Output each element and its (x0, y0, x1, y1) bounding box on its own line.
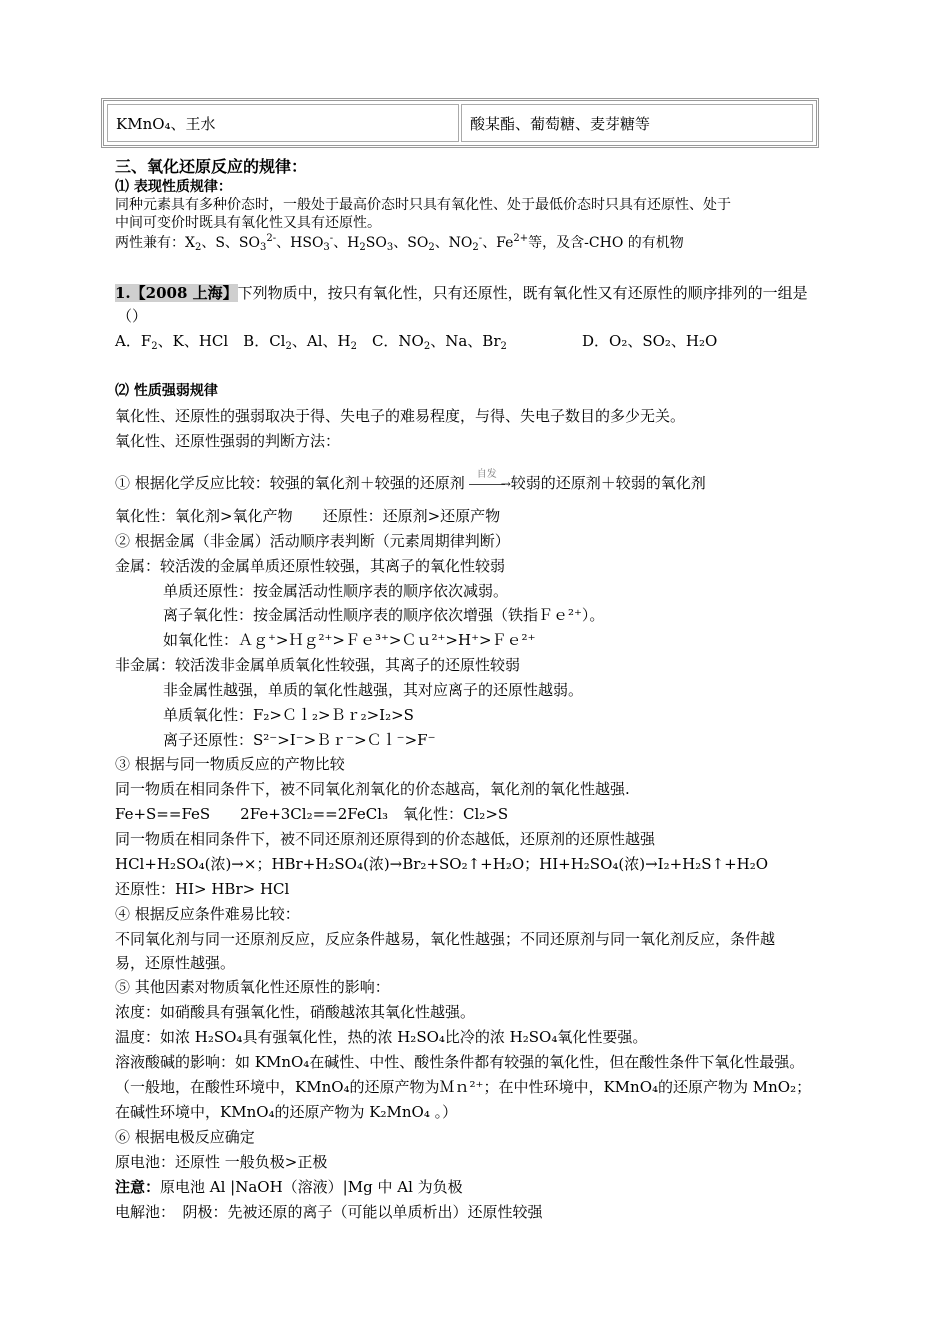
method-4: ④ 根据反应条件难易比较： (115, 905, 300, 923)
text-line: 离子还原性：S²⁻>I⁻>Ｂｒ⁻>Ｃｌ⁻>F⁻ (163, 731, 436, 749)
text-line: 电解池： 阴极：先被还原的离子（可能以单质析出）还原性较强 (115, 1203, 543, 1221)
text-line: 单质还原性：按金属活动性顺序表的顺序依次减弱。 (163, 582, 509, 600)
method-1: ① 根据化学反应比较：较强的氧化剂＋较强的还原剂 自发 → 较弱的还原剂＋较弱的氧化剂 (115, 469, 706, 492)
method-2: ② 根据金属（非金属）活动顺序表判断（元素周期律判断） (115, 532, 510, 550)
table-cell-left: KMnO₄、王水 (107, 104, 459, 142)
method-6: ⑥ 根据电极反应确定 (115, 1128, 255, 1146)
text-line: 原电池：还原性 一般负极>正极 (115, 1153, 328, 1171)
text-line: 溶液酸碱的影响：如 KMnO₄在碱性、中性、酸性条件都有较强的氧化性，但在酸性条件下氧化性最强。 (115, 1053, 805, 1071)
text-line: 温度：如浓 H₂SO₄具有强氧化性，热的浓 H₂SO₄比冷的浓 H₂SO₄氧化性要强。 (115, 1028, 648, 1046)
text-line: （一般地，在酸性环境中，KMnO₄的还原产物为Ｍｎ²⁺；在中性环境中，KMnO₄的还原产物为 MnO₂； (115, 1078, 812, 1096)
text-line: 浓度：如硝酸具有强氧化性，硝酸越浓其氧化性越强。 (115, 1003, 476, 1021)
text-line: HCl+H₂SO₄(浓)→×；HBr+H₂SO₄(浓)→Br₂+SO₂↑+H₂O；HI+H₂SO₄(浓)→I₂+H₂S↑+H₂O (115, 855, 769, 873)
paragraph-line: 中间可变价时既具有氧化性又具有还原性。 (115, 215, 381, 231)
text-line: 还原性：HI> HBr> HCl (115, 880, 290, 898)
text-line: Fe+S==FeS 2Fe+3Cl₂==2FeCl₃ 氧化性：Cl₂>S (115, 805, 509, 823)
text-line: 氧化性、还原性的强弱取决于得、失电子的难易程度，与得、失电子数目的多少无关。 (115, 407, 686, 425)
text-line: 离子氧化性：按金属活动性顺序表的顺序依次增强（铁指Ｆｅ²⁺）。 (163, 606, 605, 624)
reagent-table (101, 98, 819, 148)
text-line: 非金属：较活泼非金属单质氧化性较强，其离子的还原性较弱 (115, 656, 521, 674)
paragraph-line: 同种元素具有多种价态时，一般处于最高价态时只具有氧化性、处于最低价态时只具有还原性、处于 (115, 197, 731, 213)
text-line: 如氧化性：Ａｇ⁺>Ｈｇ²⁺>Ｆｅ³⁺>Ｃｕ²⁺>H⁺>Ｆｅ²⁺ (163, 631, 536, 649)
text-line: 单质氧化性：F₂>Ｃｌ₂>Ｂｒ₂>I₂>S (163, 706, 414, 724)
text-line: 氧化性、还原性强弱的判断方法： (115, 432, 341, 450)
text-line: 金属：较活泼的金属单质还原性较强，其离子的氧化性较弱 (115, 557, 506, 575)
question-paren: （） (117, 307, 148, 325)
text-line: 易，还原性越强。 (115, 954, 236, 972)
amphoteric-line: 两性兼有：$X_2$、S、$SO_3^{2-}$、$HSO_3^-$、$H_2SO_3$、$SO_2$、$NO_2^-$、$Fe^{2+}$等，及含-CHO 的有机物 (115, 233, 684, 253)
text-line: 非金属性越强，单质的氧化性越强，其对应离子的还原性越弱。 (163, 681, 584, 699)
method-3: ③ 根据与同一物质反应的产物比较 (115, 755, 345, 773)
question-line: 1.【2008 上海】下列物质中，按只有氧化性，只有还原性，既有氧化性又有还原性的顺序排列的一组是 (115, 284, 808, 302)
text-line: 氧化性：氧化剂>氧化产物 还原性：还原剂>还原产物 (115, 507, 501, 525)
spontaneous-arrow: 自发 → (465, 477, 511, 491)
text-line: 同一物质在相同条件下，被不同氧化剂氧化的价态越高，氧化剂的氧化性越强. (115, 780, 630, 798)
subsection-title-behavior: ⑴ 表现性质规律： (115, 179, 232, 195)
question-option-d: D．O₂、SO₂、H₂O (582, 332, 718, 350)
subsection-title-strength: ⑵ 性质强弱规律 (115, 383, 218, 399)
text-line: 在碱性环境中，KMnO₄的还原产物为 K₂MnO₄ 。） (115, 1103, 458, 1121)
table-cell-right: 酸某酯、葡萄糖、麦芽糖等 (461, 104, 813, 142)
note-line: 注意：原电池 Al |NaOH（溶液）|Mg 中 Al 为负极 (115, 1178, 463, 1196)
question-options: A．$F_2$、K、HCl B．$Cl_2$、Al、$H_2$ C．$NO_2$、Na、$Br_2$ (115, 332, 507, 352)
text-line: 不同氧化剂与同一还原剂反应，反应条件越易，氧化性越强；不同还原剂与同一氧化剂反应，条件越 (115, 930, 776, 948)
section-title: 三、氧化还原反应的规律： (115, 157, 308, 176)
method-5: ⑤ 其他因素对物质氧化性还原性的影响： (115, 978, 390, 996)
text-line: 同一物质在相同条件下，被不同还原剂还原得到的价态越低，还原剂的还原性越强 (115, 830, 656, 848)
